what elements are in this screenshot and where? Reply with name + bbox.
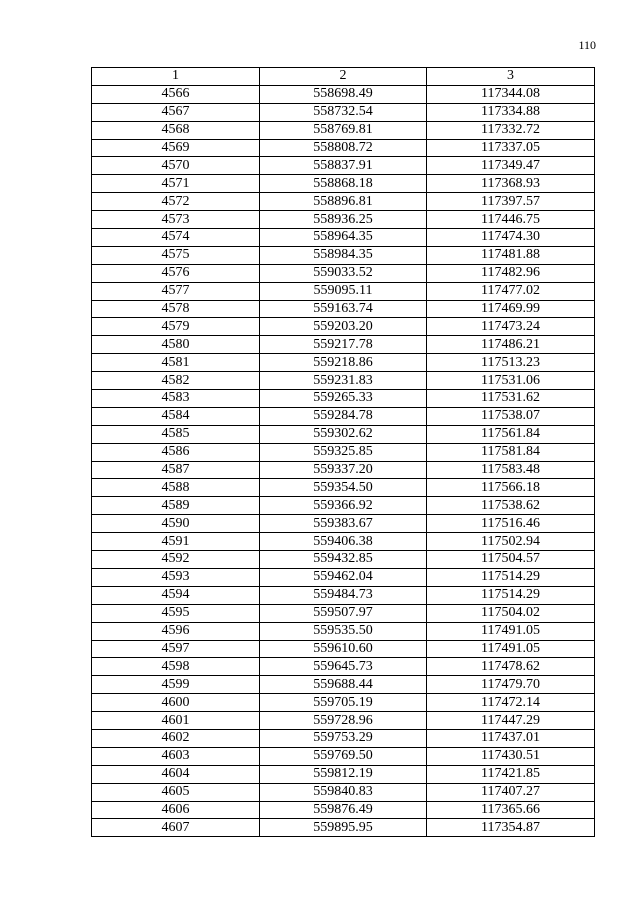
point-number-cell: 4570 — [92, 157, 260, 175]
point-number-cell: 4593 — [92, 568, 260, 586]
coordinate-y-cell: 117514.29 — [427, 586, 595, 604]
coordinate-x-cell: 559218.86 — [260, 354, 427, 372]
table-row — [92, 354, 595, 372]
point-number-cell: 4567 — [92, 103, 260, 121]
table-row — [92, 533, 595, 551]
column-header-2: 2 — [260, 68, 427, 86]
point-number-cell: 4574 — [92, 229, 260, 247]
table-row — [92, 783, 595, 801]
point-number-cell: 4591 — [92, 533, 260, 551]
table-row — [92, 443, 595, 461]
coordinate-x-cell: 558808.72 — [260, 139, 427, 157]
coordinate-x-cell: 558732.54 — [260, 103, 427, 121]
coordinate-x-cell: 559231.83 — [260, 372, 427, 390]
coordinate-x-cell: 559284.78 — [260, 407, 427, 425]
coordinate-y-cell: 117368.93 — [427, 175, 595, 193]
table-row — [92, 211, 595, 229]
coordinate-y-cell: 117538.62 — [427, 497, 595, 515]
point-number-cell: 4606 — [92, 801, 260, 819]
table-row — [92, 103, 595, 121]
coordinate-y-cell: 117581.84 — [427, 443, 595, 461]
coordinate-y-cell: 117566.18 — [427, 479, 595, 497]
table-row — [92, 246, 595, 264]
point-number-cell: 4596 — [92, 622, 260, 640]
coordinate-y-cell: 117337.05 — [427, 139, 595, 157]
coordinate-y-cell: 117469.99 — [427, 300, 595, 318]
coordinate-x-cell: 558984.35 — [260, 246, 427, 264]
table-row — [92, 622, 595, 640]
coordinate-y-cell: 117491.05 — [427, 622, 595, 640]
coordinate-x-cell: 559507.97 — [260, 604, 427, 622]
point-number-cell: 4586 — [92, 443, 260, 461]
table-row — [92, 604, 595, 622]
coordinate-y-cell: 117477.02 — [427, 282, 595, 300]
table-row — [92, 157, 595, 175]
point-number-cell: 4568 — [92, 121, 260, 139]
table-row — [92, 568, 595, 586]
point-number-cell: 4589 — [92, 497, 260, 515]
coordinate-x-cell: 559217.78 — [260, 336, 427, 354]
coordinate-y-cell: 117447.29 — [427, 712, 595, 730]
table-row — [92, 729, 595, 747]
coordinate-y-cell: 117531.62 — [427, 390, 595, 408]
table-row — [92, 229, 595, 247]
point-number-cell: 4572 — [92, 193, 260, 211]
table-row — [92, 461, 595, 479]
coordinate-y-cell: 117486.21 — [427, 336, 595, 354]
point-number-cell: 4569 — [92, 139, 260, 157]
table-row — [92, 479, 595, 497]
table-row — [92, 712, 595, 730]
coordinate-x-cell: 559432.85 — [260, 551, 427, 569]
point-number-cell: 4580 — [92, 336, 260, 354]
table-row — [92, 819, 595, 837]
point-number-cell: 4579 — [92, 318, 260, 336]
table-row — [92, 318, 595, 336]
coordinate-x-cell: 559753.29 — [260, 729, 427, 747]
coordinate-y-cell: 117407.27 — [427, 783, 595, 801]
coordinate-x-cell: 559728.96 — [260, 712, 427, 730]
coordinate-x-cell: 559366.92 — [260, 497, 427, 515]
coordinate-x-cell: 559203.20 — [260, 318, 427, 336]
column-header-1: 1 — [92, 68, 260, 86]
point-number-cell: 4594 — [92, 586, 260, 604]
point-number-cell: 4600 — [92, 694, 260, 712]
table-row — [92, 586, 595, 604]
coordinate-y-cell: 117513.23 — [427, 354, 595, 372]
coordinate-y-cell: 117504.57 — [427, 551, 595, 569]
coordinate-y-cell: 117472.14 — [427, 694, 595, 712]
coordinate-x-cell: 558837.91 — [260, 157, 427, 175]
point-number-cell: 4578 — [92, 300, 260, 318]
coordinate-x-cell: 559645.73 — [260, 658, 427, 676]
coordinate-x-cell: 559769.50 — [260, 747, 427, 765]
coordinate-x-cell: 559610.60 — [260, 640, 427, 658]
point-number-cell: 4603 — [92, 747, 260, 765]
coordinate-x-cell: 559876.49 — [260, 801, 427, 819]
coordinate-x-cell: 559033.52 — [260, 264, 427, 282]
coordinates-table — [91, 67, 595, 837]
coordinate-x-cell: 559840.83 — [260, 783, 427, 801]
coordinate-x-cell: 559302.62 — [260, 425, 427, 443]
point-number-cell: 4604 — [92, 765, 260, 783]
column-header-3: 3 — [427, 68, 595, 86]
coordinate-x-cell: 559895.95 — [260, 819, 427, 837]
coordinate-x-cell: 559383.67 — [260, 515, 427, 533]
point-number-cell: 4573 — [92, 211, 260, 229]
coordinate-x-cell: 558769.81 — [260, 121, 427, 139]
table-row — [92, 264, 595, 282]
table-row — [92, 747, 595, 765]
point-number-cell: 4571 — [92, 175, 260, 193]
coordinate-y-cell: 117478.62 — [427, 658, 595, 676]
header-row — [92, 68, 595, 86]
page-number: 110 — [578, 38, 596, 52]
coordinate-y-cell: 117349.47 — [427, 157, 595, 175]
coordinate-y-cell: 117491.05 — [427, 640, 595, 658]
coordinate-x-cell: 559337.20 — [260, 461, 427, 479]
table-row — [92, 300, 595, 318]
coordinate-y-cell: 117397.57 — [427, 193, 595, 211]
table-row — [92, 497, 595, 515]
point-number-cell: 4597 — [92, 640, 260, 658]
coordinate-y-cell: 117446.75 — [427, 211, 595, 229]
coordinate-y-cell: 117504.02 — [427, 604, 595, 622]
coordinate-y-cell: 117354.87 — [427, 819, 595, 837]
coordinate-x-cell: 559688.44 — [260, 676, 427, 694]
coordinate-y-cell: 117332.72 — [427, 121, 595, 139]
point-number-cell: 4576 — [92, 264, 260, 282]
table-row — [92, 139, 595, 157]
point-number-cell: 4588 — [92, 479, 260, 497]
point-number-cell: 4592 — [92, 551, 260, 569]
coordinate-y-cell: 117502.94 — [427, 533, 595, 551]
coordinate-y-cell: 117479.70 — [427, 676, 595, 694]
table-row — [92, 640, 595, 658]
coordinate-x-cell: 559535.50 — [260, 622, 427, 640]
coordinate-x-cell: 558964.35 — [260, 229, 427, 247]
coordinate-x-cell: 559406.38 — [260, 533, 427, 551]
coordinate-y-cell: 117516.46 — [427, 515, 595, 533]
table-row — [92, 336, 595, 354]
point-number-cell: 4587 — [92, 461, 260, 479]
coordinate-y-cell: 117334.88 — [427, 103, 595, 121]
coordinate-y-cell: 117481.88 — [427, 246, 595, 264]
point-number-cell: 4598 — [92, 658, 260, 676]
coordinate-x-cell: 559462.04 — [260, 568, 427, 586]
table-row — [92, 515, 595, 533]
table-row — [92, 193, 595, 211]
point-number-cell: 4583 — [92, 390, 260, 408]
coordinate-y-cell: 117482.96 — [427, 264, 595, 282]
coordinate-y-cell: 117421.85 — [427, 765, 595, 783]
point-number-cell: 4585 — [92, 425, 260, 443]
table-row — [92, 85, 595, 103]
table-header — [92, 68, 595, 86]
coordinate-y-cell: 117561.84 — [427, 425, 595, 443]
coordinate-y-cell: 117473.24 — [427, 318, 595, 336]
table-row — [92, 551, 595, 569]
coordinate-x-cell: 559265.33 — [260, 390, 427, 408]
point-number-cell: 4599 — [92, 676, 260, 694]
coordinate-y-cell: 117344.08 — [427, 85, 595, 103]
coordinate-x-cell: 558698.49 — [260, 85, 427, 103]
coordinate-y-cell: 117365.66 — [427, 801, 595, 819]
coordinate-x-cell: 559812.19 — [260, 765, 427, 783]
coordinate-y-cell: 117538.07 — [427, 407, 595, 425]
table-row — [92, 407, 595, 425]
point-number-cell: 4575 — [92, 246, 260, 264]
point-number-cell: 4577 — [92, 282, 260, 300]
point-number-cell: 4602 — [92, 729, 260, 747]
point-number-cell: 4605 — [92, 783, 260, 801]
table-row — [92, 658, 595, 676]
table-row — [92, 694, 595, 712]
point-number-cell: 4601 — [92, 712, 260, 730]
coordinate-x-cell: 558868.18 — [260, 175, 427, 193]
point-number-cell: 4581 — [92, 354, 260, 372]
table-row — [92, 372, 595, 390]
point-number-cell: 4590 — [92, 515, 260, 533]
coordinate-y-cell: 117474.30 — [427, 229, 595, 247]
table-row — [92, 765, 595, 783]
point-number-cell: 4584 — [92, 407, 260, 425]
table-row — [92, 676, 595, 694]
coordinate-x-cell: 559163.74 — [260, 300, 427, 318]
coordinate-y-cell: 117437.01 — [427, 729, 595, 747]
coordinate-y-cell: 117430.51 — [427, 747, 595, 765]
table-body — [92, 85, 595, 836]
coordinate-x-cell: 559705.19 — [260, 694, 427, 712]
table-row — [92, 121, 595, 139]
table-row — [92, 390, 595, 408]
coordinate-x-cell: 559095.11 — [260, 282, 427, 300]
point-number-cell: 4566 — [92, 85, 260, 103]
coordinate-x-cell: 559484.73 — [260, 586, 427, 604]
table-row — [92, 801, 595, 819]
coordinate-y-cell: 117583.48 — [427, 461, 595, 479]
point-number-cell: 4595 — [92, 604, 260, 622]
coordinate-x-cell: 558936.25 — [260, 211, 427, 229]
table-row — [92, 425, 595, 443]
coordinate-x-cell: 558896.81 — [260, 193, 427, 211]
table-row — [92, 282, 595, 300]
coordinate-y-cell: 117514.29 — [427, 568, 595, 586]
coordinate-x-cell: 559325.85 — [260, 443, 427, 461]
table-row — [92, 175, 595, 193]
point-number-cell: 4607 — [92, 819, 260, 837]
coordinate-x-cell: 559354.50 — [260, 479, 427, 497]
point-number-cell: 4582 — [92, 372, 260, 390]
coordinate-y-cell: 117531.06 — [427, 372, 595, 390]
